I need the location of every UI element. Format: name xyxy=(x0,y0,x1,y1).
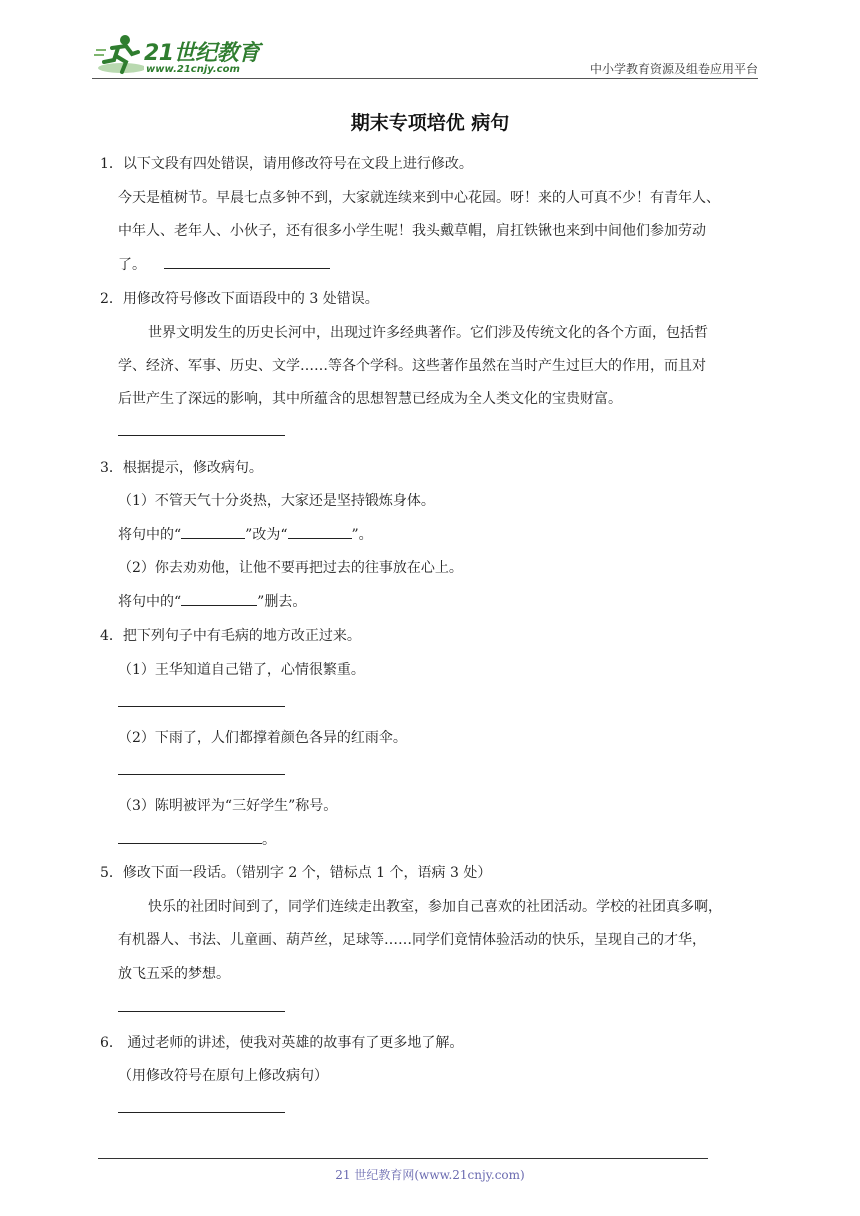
q3-instruction-2-part-a: 将句中的“ xyxy=(118,594,182,610)
q5-text-line-1: 快乐的社团时间到了，同学们连续走出教室，参加自己喜欢的社团活动。学校的社团真多啊， xyxy=(148,899,722,915)
q5-answer-line[interactable] xyxy=(118,1011,285,1012)
q4-answer-3-period: 。 xyxy=(262,832,276,848)
q3-blank-original-word[interactable] xyxy=(181,524,245,539)
q4-answer-3 xyxy=(118,829,276,849)
q1-text-line-3 xyxy=(118,254,330,274)
q3-instruction-1 xyxy=(118,524,373,544)
q5-text-line-2: 有机器人、书法、儿童画、葫芦丝，足球等……同学们竟情体验活动的快乐，呈现自己的才华， xyxy=(118,932,706,948)
q3-instruction-2-part-b: ”删去。 xyxy=(257,594,307,610)
platform-name: 中小学教育资源及组卷应用平台 xyxy=(589,62,758,76)
q6-stem: 6． 通过老师的讲述，使我对英雄的故事有了更多地了解。 xyxy=(100,1035,464,1051)
q6-answer-line[interactable] xyxy=(118,1112,285,1113)
q2-text-line-2: 学、经济、军事、历史、文学……等各个学科。这些著作虽然在当时产生过巨大的作用，而且对 xyxy=(118,358,706,374)
q2-text-line-1: 世界文明发生的历史长河中，出现过许多经典著作。它们涉及传统文化的各个方面，包括哲 xyxy=(148,325,708,341)
q4-sentence-2: （2）下雨了，人们都撑着颜色各异的红雨伞。 xyxy=(118,730,407,746)
q4-answer-line-2[interactable] xyxy=(118,774,285,775)
q5-text-line-3: 放飞五采的梦想。 xyxy=(118,966,230,982)
q3-sentence-2: （2）你去劝劝他，让他不要再把过去的往事放在心上。 xyxy=(118,560,463,576)
q3-blank-replacement-word[interactable] xyxy=(288,524,352,539)
q3-sentence-1: （1）不管天气十分炎热，大家还是坚持锻炼身体。 xyxy=(118,493,435,509)
page-header xyxy=(92,28,758,80)
q4-answer-line-1[interactable] xyxy=(118,706,285,707)
page-title: 期末专项培优 病句 xyxy=(350,112,510,134)
q4-stem: 4．把下列句子中有毛病的地方改正过来。 xyxy=(100,628,361,644)
q1-text-line-2: 中年人、老年人、小伙子，还有很多小学生呢！我头戴草帽，肩扛铁锹也来到中间他们参加劳动 xyxy=(118,223,706,239)
q2-stem: 2．用修改符号修改下面语段中的 3 处错误。 xyxy=(100,291,379,307)
q3-instruction-1-part-b: ”改为“ xyxy=(245,527,288,543)
q1-answer-blank[interactable] xyxy=(164,254,330,269)
q2-answer-line[interactable] xyxy=(118,435,285,436)
q1-text-line-1: 今天是植树节。早晨七点多钟不到，大家就连续来到中心花园。呀！来的人可真不少！有青年人、 xyxy=(118,190,720,206)
header-divider xyxy=(92,78,758,79)
logo xyxy=(92,32,272,78)
q1-text-line-3-text: 了。 xyxy=(118,257,146,273)
q3-stem: 3．根据提示，修改病句。 xyxy=(100,460,263,476)
footer-divider xyxy=(98,1158,708,1159)
runner-icon xyxy=(92,32,144,78)
q2-text-line-3: 后世产生了深远的影响，其中所蕴含的思想智慧已经成为全人类文化的宝贵财富。 xyxy=(118,391,622,407)
q4-sentence-3: （3）陈明被评为“三好学生”称号。 xyxy=(118,798,338,814)
q3-blank-delete-word[interactable] xyxy=(181,591,257,606)
logo-text: 21世纪教育 xyxy=(144,41,260,66)
q4-answer-blank-3[interactable] xyxy=(118,829,262,844)
q3-instruction-1-part-a: 将句中的“ xyxy=(118,527,182,543)
q6-note: （用修改符号在原句上修改病句） xyxy=(118,1068,328,1084)
q3-instruction-1-part-c: ”。 xyxy=(351,527,373,543)
q4-sentence-1: （1）王华知道自己错了，心情很繁重。 xyxy=(118,662,365,678)
logo-url: www.21cnjy.com xyxy=(146,64,240,75)
q1-stem: 1．以下文段有四处错误，请用修改符号在文段上进行修改。 xyxy=(100,156,473,172)
q5-stem: 5．修改下面一段话。（错别字 2 个，错标点 1 个，语病 3 处） xyxy=(100,865,492,881)
footer-text: 21 世纪教育网(www.21cnjy.com) xyxy=(335,1168,525,1182)
q3-instruction-2 xyxy=(118,591,306,611)
